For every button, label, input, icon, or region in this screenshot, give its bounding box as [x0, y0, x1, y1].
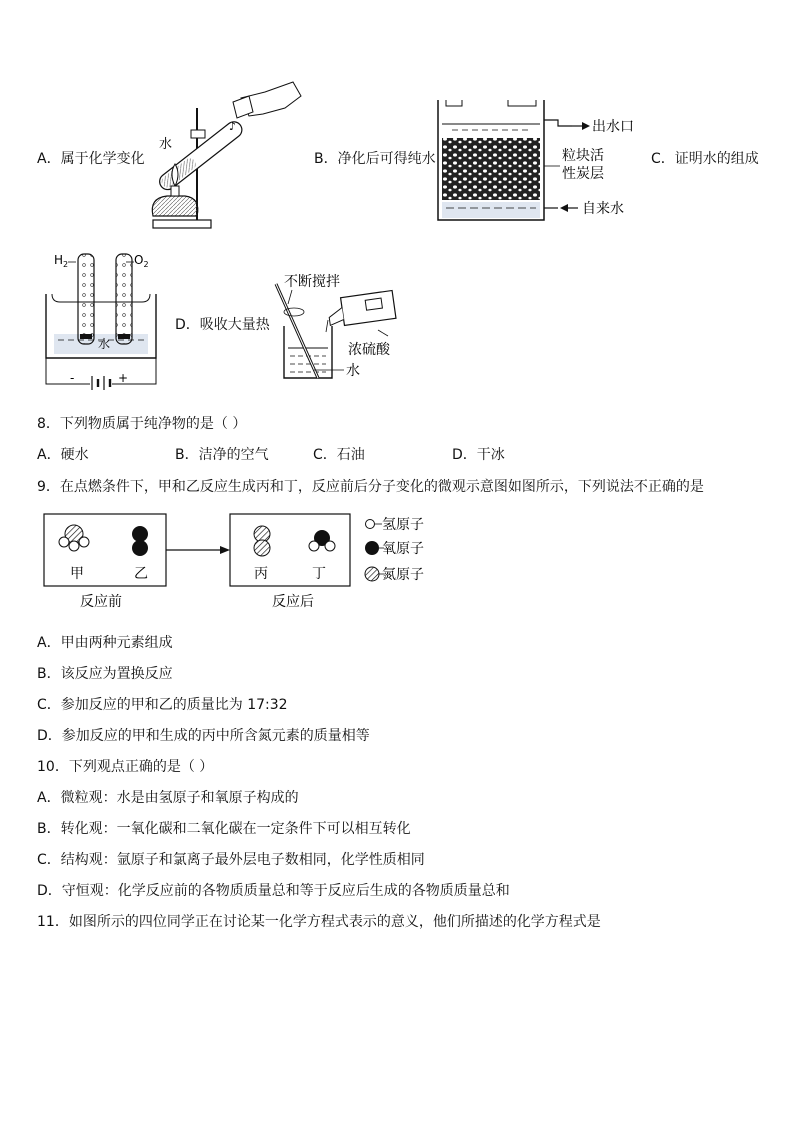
carbon-label-1: 粒块活: [562, 148, 604, 164]
q9-reaction-diagram: [40, 510, 450, 614]
legend-nitrogen-icon: [365, 567, 379, 581]
svg-text:-: -: [70, 371, 75, 385]
q8-option-d: D．干冰: [452, 447, 505, 463]
q11-stem: 11．如图所示的四位同学正在讨论某一化学方程式表示的意义，他们所描述的化学方程式是: [37, 914, 601, 930]
label-ding: 丁: [312, 566, 326, 582]
inlet-label: 自来水: [582, 201, 624, 217]
legend-oxygen: 氧原子: [382, 541, 424, 557]
q9-stem: 9．在点燃条件下，甲和乙反应生成丙和丁，反应前后分子变化的微观示意图如图所示，下列说法不正确的是: [37, 479, 704, 495]
acid-label: 浓硫酸: [348, 342, 390, 358]
tube-o2: [116, 254, 132, 344]
h2-label: $H_2$: [54, 253, 69, 269]
carbon-layer: [442, 138, 540, 200]
tube-h2: [78, 254, 94, 344]
arrow-left-icon: [560, 204, 568, 212]
svg-text:+: +: [118, 371, 129, 385]
q7-figure-d: [268, 270, 408, 386]
alcohol-lamp: [152, 196, 198, 216]
water-label: 水: [159, 137, 173, 152]
legend-hydrogen: 氢原子: [382, 517, 424, 533]
q7-option-a: A．属于化学变化: [37, 151, 145, 167]
q9-option-c: C．参加反应的甲和乙的质量比为 17:32: [37, 697, 288, 713]
q10-option-b: B．转化观：一氧化碳和二氧化碳在一定条件下可以相互转化: [37, 821, 411, 837]
arrow-right-icon: [220, 546, 230, 554]
carbon-label-2: 性炭层: [562, 166, 604, 182]
after-caption: 反应后: [272, 594, 314, 610]
before-caption: 反应前: [80, 594, 122, 610]
q8-stem: 8．下列物质属于纯净物的是（ ）: [37, 416, 247, 432]
q7-figure-a: [145, 78, 305, 236]
label-bing: 丙: [254, 566, 268, 582]
q8-option-a: A．硬水: [37, 447, 89, 463]
clamp: [191, 130, 205, 138]
q8-option-b: B．洁净的空气: [175, 447, 269, 463]
q7-figure-b: [432, 96, 644, 226]
q9-option-a: A．甲由两种元素组成: [37, 635, 173, 651]
water-label: 水: [98, 337, 111, 351]
legend-hydrogen-icon: [366, 520, 375, 529]
legend-nitrogen: 氮原子: [382, 567, 424, 583]
water-label: 水: [346, 363, 360, 379]
label-yi: 乙: [134, 566, 148, 582]
q9-option-d: D．参加反应的甲和生成的丙中所含氮元素的质量相等: [37, 728, 370, 744]
legend-oxygen-icon: [365, 541, 379, 555]
q8-option-c: C．石油: [313, 447, 365, 463]
svg-text:♪: ♪: [229, 120, 237, 133]
outlet-label: 出水口: [592, 119, 634, 135]
q10-option-a: A．微粒观：水是由氢原子和氧原子构成的: [37, 790, 299, 806]
q7-figure-c: [40, 250, 168, 390]
q10-option-c: C．结构观：氩原子和氯离子最外层电子数相同，化学性质相同: [37, 852, 425, 868]
q10-stem: 10．下列观点正确的是（ ）: [37, 759, 214, 775]
label-jia: 甲: [70, 566, 84, 582]
stir-label: 不断搅拌: [284, 274, 340, 290]
arrow-right-icon: [582, 122, 590, 130]
q7-option-c: C．证明水的组成: [651, 151, 759, 167]
q7-option-d: D．吸收大量热: [175, 317, 270, 333]
q9-option-b: B．该反应为置换反应: [37, 666, 173, 682]
o2-label: $O_2$: [134, 253, 149, 269]
q10-option-d: D．守恒观：化学反应前的各物质质量总和等于反应后生成的各物质质量总和: [37, 883, 510, 899]
stand-base: [153, 220, 211, 228]
q7-option-b: B．净化后可得纯水: [314, 151, 436, 167]
